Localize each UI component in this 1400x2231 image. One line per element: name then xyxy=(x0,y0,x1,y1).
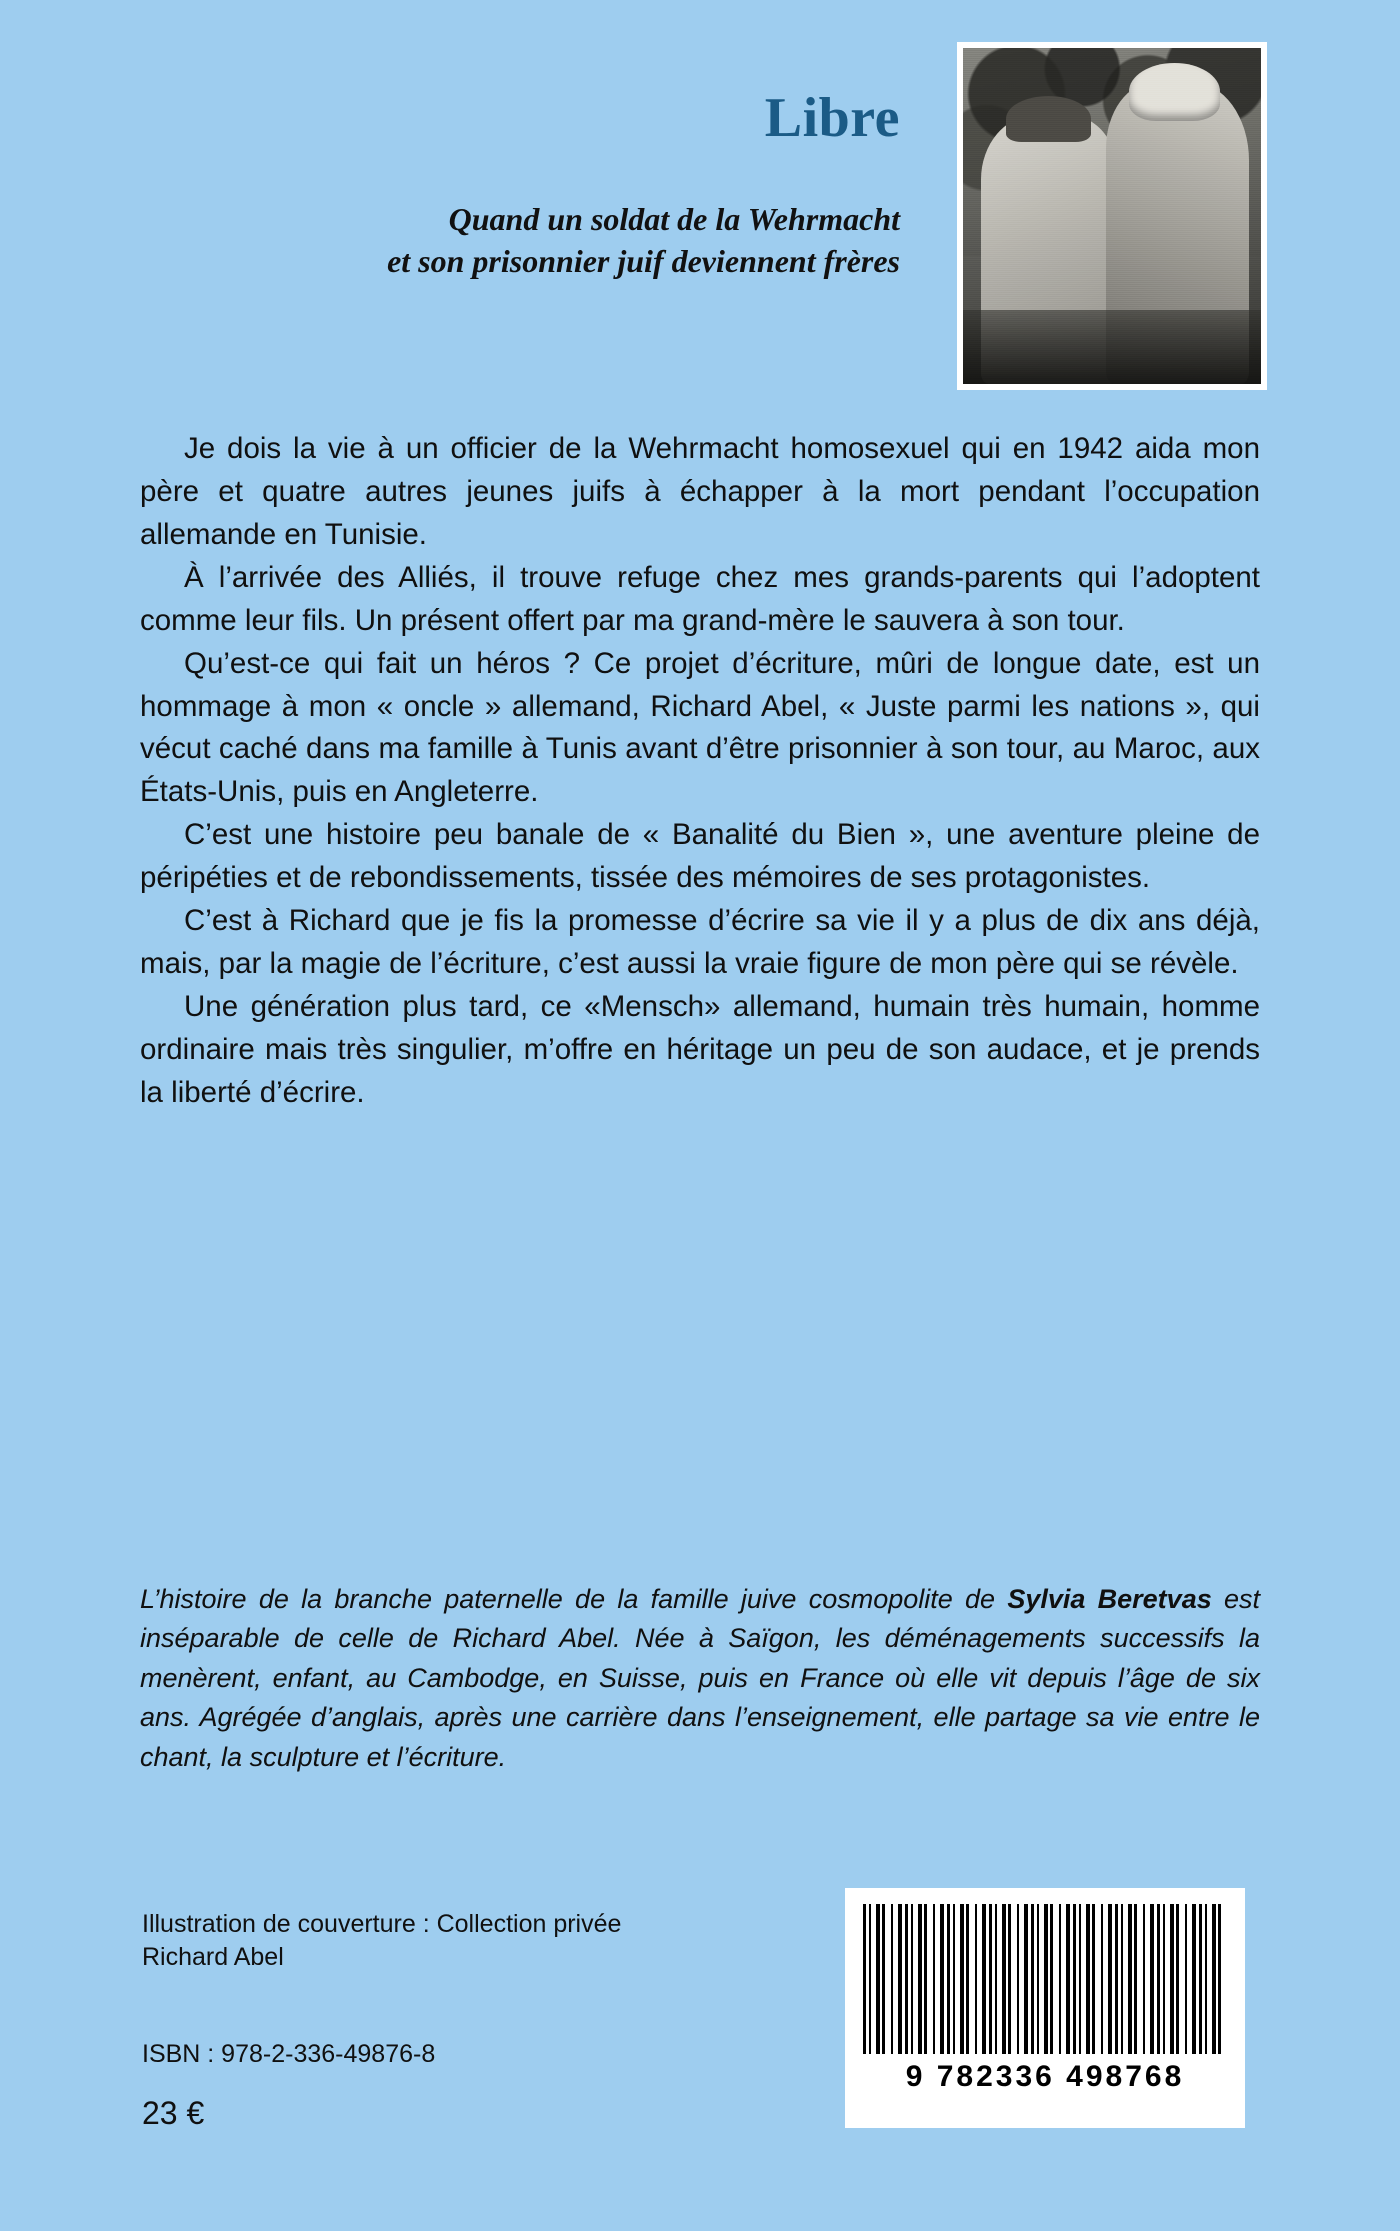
author-bio xyxy=(140,1580,1260,1777)
book-subtitle-line1: Quand un soldat de la Wehrmacht xyxy=(448,201,900,237)
blurb-paragraph: Une génération plus tard, ce «Mensch» allemand, humain très humain, homme ordinaire mais très singulier, m’offre en héritage un peu de son audace, et je prends la liberté d’écrire. xyxy=(140,989,1260,1109)
barcode-digits: 9 782336 498768 xyxy=(905,2060,1185,2093)
blurb-paragraph: À l’arrivée des Alliés, il trouve refuge chez mes grands-parents qui l’adoptent comme leur fils. Un présent offert par ma grand-mère le sauvera à son tour. xyxy=(140,560,1260,637)
credit-line-2: Richard Abel xyxy=(142,1943,284,1971)
isbn-text: ISBN : 978-2-336-49876-8 xyxy=(142,2040,436,2068)
cover-header xyxy=(0,0,1400,420)
blurb-paragraph: Qu’est-ce qui fait un héros ? Ce projet d’écriture, mûri de longue date, est un hommage à mon « oncle » allemand, Richard Abel, « Juste parmi les nations », qui vécut caché dans ma famille à Tunis avant d’être prisonnier à son tour, au Maroc, aux États-Unis, puis en Angleterre. xyxy=(140,646,1260,809)
author-bio-after: est inséparable de celle de Richard Abel. Née à Saïgon, les déménagements successifs la menèrent, enfant, au Cambodge, en Suisse, puis en France où elle vit depuis l’âge de six ans. Agrégée d’anglais, après une carrière dans l’enseignement, elle partage sa vie entre le chant, la sculpture et l’écriture. xyxy=(140,1584,1261,1772)
book-subtitle-line2: et son prisonnier juif deviennent frères xyxy=(387,243,900,280)
blurb-paragraph: C’est une histoire peu banale de « Banalité du Bien », une aventure pleine de péripéties et de rebondissements, tissée des mémoires de ses protagonistes. xyxy=(140,818,1260,895)
credit-line-1: Illustration de couverture : Collection privée xyxy=(142,1910,622,1938)
blurb-paragraph: C’est à Richard que je fis la promesse d’écrire sa vie il y a plus de dix ans déjà, mais, par la magie de l’écriture, c’est aussi la vraie figure de mon père qui se révèle. xyxy=(140,904,1260,981)
barcode xyxy=(845,1888,1245,2128)
blurb-paragraph: Je dois la vie à un officier de la Wehrmacht homosexuel qui en 1942 aida mon père et quatre autres jeunes juifs à échapper à la mort pendant l’occupation allemande en Tunisie. xyxy=(140,432,1260,551)
cover-illustration-credit xyxy=(142,1908,842,1974)
back-cover-blurb xyxy=(140,428,1260,1115)
price-text: 23 € xyxy=(142,2095,205,2131)
cover-photo xyxy=(957,42,1267,390)
photo-grain-overlay xyxy=(963,48,1261,384)
book-title: Libre xyxy=(764,87,900,149)
barcode-bars xyxy=(863,1904,1227,2054)
photo-image xyxy=(963,48,1261,384)
author-bio-before: L’histoire de la branche paternelle de la famille juive cosmopolite de xyxy=(140,1584,1008,1614)
author-name: Sylvia Beretvas xyxy=(1007,1584,1212,1614)
book-subtitle xyxy=(160,198,900,282)
